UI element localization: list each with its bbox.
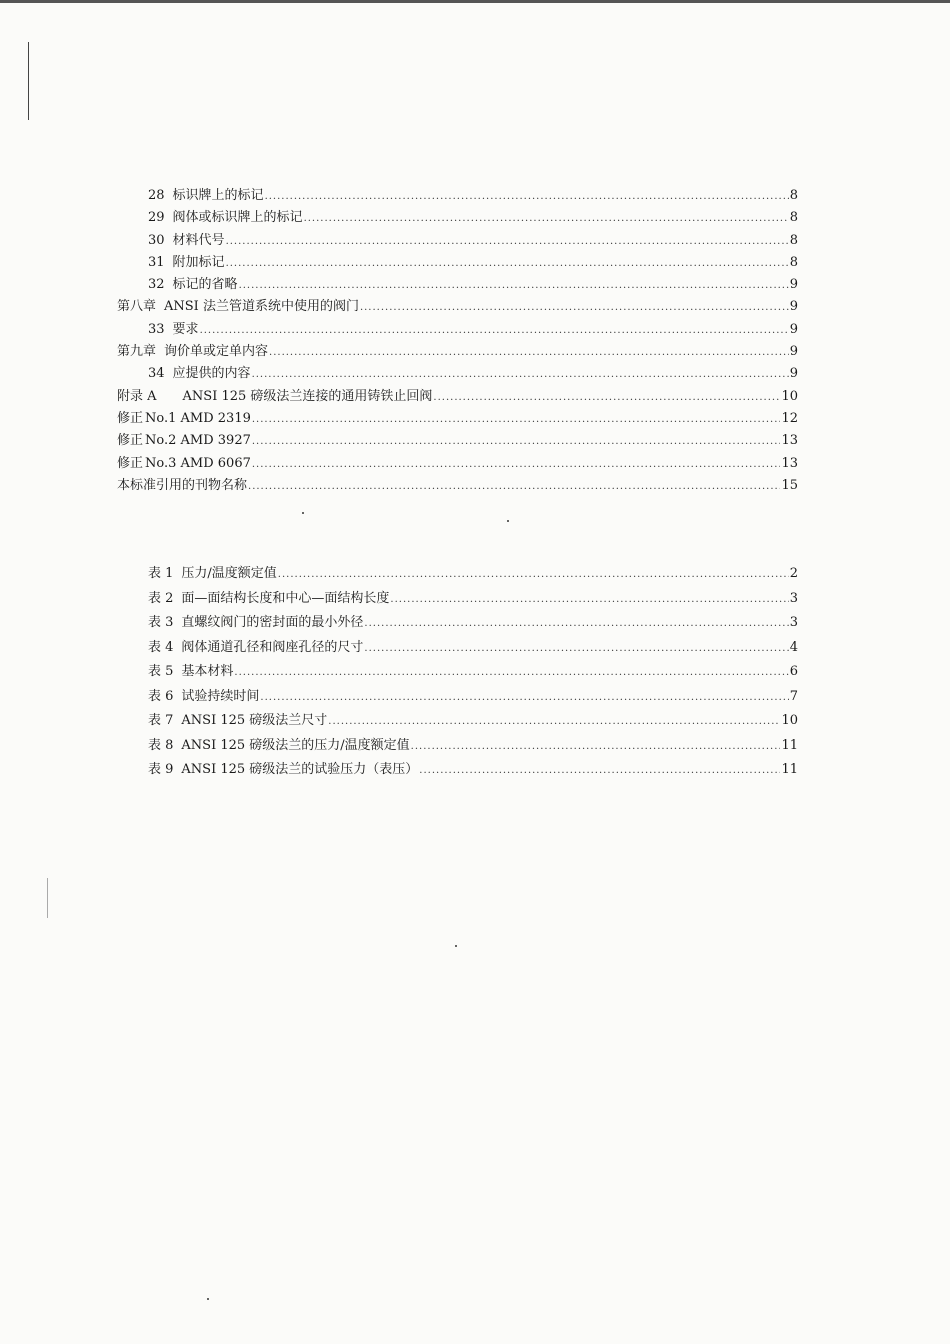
toc-entry[interactable] xyxy=(117,273,798,295)
toc-entry[interactable] xyxy=(148,611,798,636)
dot-leader xyxy=(278,569,789,580)
entry-page: 9 xyxy=(789,344,798,360)
toc-entry[interactable] xyxy=(117,452,798,474)
toc-entry[interactable] xyxy=(148,734,798,759)
entry-page: 4 xyxy=(789,639,798,655)
toc-entry[interactable] xyxy=(117,474,798,496)
entry-title: 基本材料 xyxy=(181,664,234,679)
toc-entry[interactable] xyxy=(148,587,798,612)
entry-number: 修正 xyxy=(117,455,144,471)
dot-leader xyxy=(304,213,789,224)
entry-title: 附加标记 xyxy=(172,254,225,270)
entry-number: 附录 A xyxy=(117,388,157,404)
toc-entry[interactable] xyxy=(117,251,798,273)
toc-entry[interactable] xyxy=(148,709,798,734)
entry-page: 9 xyxy=(789,366,798,382)
entry-number: 28 xyxy=(148,188,165,203)
entry-page: 7 xyxy=(789,688,798,704)
entry-number: 第九章 xyxy=(117,344,157,360)
entry-page: 8 xyxy=(789,188,798,203)
entry-page: 13 xyxy=(781,433,798,449)
dot-leader xyxy=(226,236,789,247)
toc-tables xyxy=(148,562,798,783)
entry-page: 6 xyxy=(789,664,798,679)
toc-entry[interactable] xyxy=(148,758,798,783)
entry-number: 修正 xyxy=(117,433,144,449)
toc-entry[interactable] xyxy=(117,184,798,206)
entry-page: 10 xyxy=(781,388,798,404)
toc-entry[interactable] xyxy=(117,295,798,317)
entry-title: 阀体或标识牌上的标记 xyxy=(172,210,303,226)
entry-number: 31 xyxy=(148,254,165,270)
entry-title: ANSI 125 磅级法兰连接的通用铸铁止回阀 xyxy=(182,388,433,404)
entry-title: ANSI 法兰管道系统中使用的阀门 xyxy=(164,299,359,315)
entry-page: 9 xyxy=(789,299,798,315)
entry-number: 32 xyxy=(148,277,165,293)
entry-number: 表 2 xyxy=(148,590,174,606)
entry-page: 15 xyxy=(781,477,798,493)
dot-leader xyxy=(360,302,789,313)
toc-entry[interactable] xyxy=(117,362,798,384)
entry-page: 11 xyxy=(781,737,798,753)
dot-leader xyxy=(200,325,789,336)
entry-title: No.1 AMD 2319 xyxy=(145,410,251,426)
toc-entry[interactable] xyxy=(148,685,798,710)
entry-number: 表 7 xyxy=(148,713,174,728)
dot-leader xyxy=(252,369,789,380)
entry-page: 8 xyxy=(789,232,798,248)
entry-title: No.3 AMD 6067 xyxy=(145,455,251,471)
entry-title: 应提供的内容 xyxy=(172,366,251,382)
entry-title: 压力/温度额定值 xyxy=(181,566,277,581)
toc-entry[interactable] xyxy=(148,636,798,661)
entry-number: 表 4 xyxy=(148,639,174,655)
entry-number: 29 xyxy=(148,210,165,226)
entry-number: 表 8 xyxy=(148,737,174,753)
scan-speck xyxy=(302,512,304,514)
entry-number: 第八章 xyxy=(117,299,157,315)
entry-number: 34 xyxy=(148,366,165,382)
entry-page: 8 xyxy=(789,254,798,270)
dot-leader xyxy=(252,459,781,470)
dot-leader xyxy=(419,765,780,776)
entry-number: 30 xyxy=(148,232,165,248)
dot-leader xyxy=(234,667,788,678)
entry-title: 询价单或定单内容 xyxy=(164,344,269,360)
dot-leader xyxy=(390,594,788,605)
dot-leader xyxy=(239,280,789,291)
dot-leader xyxy=(328,716,780,727)
entry-number: 表 1 xyxy=(148,566,174,581)
toc-entry[interactable] xyxy=(117,318,798,340)
toc-entry[interactable] xyxy=(117,340,798,362)
scan-speck xyxy=(455,945,457,947)
dot-leader xyxy=(269,347,789,358)
entry-page: 8 xyxy=(789,210,798,226)
dot-leader xyxy=(411,741,781,752)
entry-number: 表 6 xyxy=(148,688,174,704)
entry-page: 10 xyxy=(781,713,798,728)
entry-page: 9 xyxy=(789,321,798,337)
entry-title: 材料代号 xyxy=(172,232,225,248)
toc-entry[interactable] xyxy=(148,562,798,587)
toc-entry[interactable] xyxy=(117,407,798,429)
dot-leader xyxy=(248,481,780,492)
toc-entry[interactable] xyxy=(117,429,798,451)
entry-title: ANSI 125 磅级法兰尺寸 xyxy=(181,713,328,728)
entry-page: 11 xyxy=(781,762,798,777)
entry-page: 12 xyxy=(781,410,798,426)
entry-number: 修正 xyxy=(117,410,144,426)
dot-leader xyxy=(226,258,789,269)
entry-title: 试验持续时间 xyxy=(181,688,260,704)
entry-title: 标记的省略 xyxy=(172,277,238,293)
dot-leader xyxy=(260,692,788,703)
entry-title: 要求 xyxy=(172,321,199,337)
toc-entry[interactable] xyxy=(117,229,798,251)
entry-number: 表 5 xyxy=(148,664,174,679)
entry-number: 33 xyxy=(148,321,165,337)
scan-speck xyxy=(207,1298,209,1300)
entry-title: 本标准引用的刊物名称 xyxy=(117,477,248,493)
dot-leader xyxy=(252,436,781,447)
entry-title: 直螺纹阀门的密封面的最小外径 xyxy=(181,615,364,630)
dot-leader xyxy=(364,643,788,654)
scan-speck xyxy=(507,520,509,522)
entry-title: ANSI 125 磅级法兰的试验压力（表压） xyxy=(181,762,419,777)
entry-number: 表 3 xyxy=(148,615,174,630)
toc-entry[interactable] xyxy=(117,206,798,228)
scan-edge xyxy=(0,0,950,3)
entry-page: 13 xyxy=(781,455,798,471)
dot-leader xyxy=(265,191,789,202)
toc-entry[interactable] xyxy=(148,660,798,685)
dot-leader xyxy=(364,618,788,629)
entry-page: 9 xyxy=(789,277,798,293)
scan-artifact xyxy=(28,42,29,120)
scan-artifact xyxy=(47,878,48,918)
entry-page: 3 xyxy=(789,590,798,606)
dot-leader xyxy=(433,392,780,403)
entry-title: No.2 AMD 3927 xyxy=(145,433,251,449)
entry-number: 表 9 xyxy=(148,762,174,777)
toc-sections xyxy=(117,184,798,496)
entry-title: 面—面结构长度和中心—面结构长度 xyxy=(181,590,390,606)
entry-title: ANSI 125 磅级法兰的压力/温度额定值 xyxy=(181,737,410,753)
entry-title: 阀体通道孔径和阀座孔径的尺寸 xyxy=(181,639,364,655)
entry-title: 标识牌上的标记 xyxy=(172,188,264,203)
entry-page: 3 xyxy=(789,615,798,630)
entry-page: 2 xyxy=(789,566,798,581)
dot-leader xyxy=(252,414,781,425)
toc-entry[interactable] xyxy=(117,385,798,407)
